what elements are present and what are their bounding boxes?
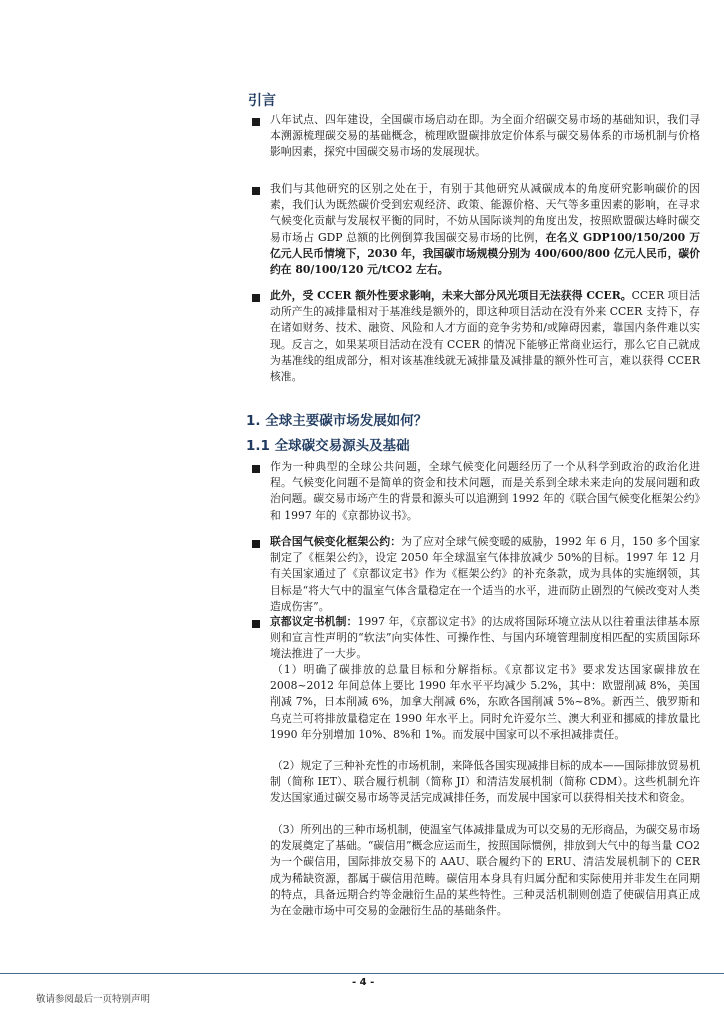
- kyoto-mechanism-label: 京都议定书机制：: [270, 615, 358, 628]
- bullet-icon: [252, 540, 260, 548]
- intro-paragraph-1: 八年试点、四年建设，全国碳市场启动在即。为全面介绍碳交易市场的基础知识，我们寻本溯源梳理碳交易的基础概念，梳理欧盟碳排放定价体系与碳交易体系的市场机制与价格影响因素，探究中国碳交易市场的发展现状。: [270, 113, 700, 159]
- intro-paragraph-2: [270, 181, 700, 278]
- bullet-icon: [252, 187, 260, 195]
- framework-convention-label: 联合国气候变化框架公约：: [270, 535, 402, 548]
- intro-heading: 引言: [248, 93, 276, 109]
- kyoto-point-2: （2）规定了三种补充性的市场机制，来降低各国实现减排目标的成本——国际排放贸易机制（简称 IET）、联合履行机制（简称 JI）和清洁发展机制（简称 CDM）。这些机制允许发达国家通过碳交易市场等灵活完成减排任务，而发展中国家可以获得相关技术和资金。: [270, 759, 700, 805]
- page-number: - 4 -: [352, 977, 375, 988]
- bullet-icon: [252, 465, 260, 473]
- section-1-1-heading: 1.1 全球碳交易源头及基础: [246, 438, 410, 454]
- section-1-heading: 1. 全球主要碳市场发展如何？: [246, 413, 428, 429]
- bullet-icon: [252, 620, 260, 628]
- intro-p2-highlight: 在名义 GDP100/150/200 万亿元人民币情境下，2030 年，我国碳市场规模分别为 400/600/800 亿元人民币，碳价约在 80/100/120 元/tCO2 左右。: [270, 230, 700, 277]
- framework-convention-text: 为了应对全球气候变暖的威胁，1992 年 6 月，150 多个国家制定了《框架公约》，设定 2050 年全球温室气体排放减少 50%的目标。1997 年 12 月有关国家通过了《京都议定书》作为《框架公约》的补充条款，成为具体的实施纲领，其目标是“将大气中的温室气体含量稳定在一个适当的水平，进而防止剧烈的气候改变对人类造成伤害”。: [270, 535, 700, 613]
- section-1-paragraph-2: [270, 534, 700, 615]
- section-1-paragraph-3: [270, 614, 700, 663]
- kyoto-point-3: （3）所列出的三种市场机制，使温室气体减排量成为可以交易的无形商品，为碳交易市场的发展奠定了基础。“碳信用”概念应运而生，按照国际惯例，排放到大气中的每当量 CO2 为一个碳信用，国际排放交易下的 AAU、联合履约下的 ERU、清洁发展机制下的 CER 成为稀缺资源，都属于碳信用范畴。碳信用本身具有归属分配和实际使用并非发生在同期的特点，具备远期合约等金融衍生品的某些特性。三种灵活机制则创造了使碳信用真正成为在金融市场中可交易的金融衍生品的基础条件。: [270, 823, 700, 918]
- disclaimer-note: 敬请参阅最后一页特别声明: [36, 994, 151, 1005]
- intro-paragraph-3: [270, 288, 700, 385]
- bullet-icon: [252, 294, 260, 302]
- intro-p3-highlight: 此外，受 CCER 额外性要求影响，未来大部分风光项目无法获得 CCER。: [270, 289, 632, 302]
- intro-p2-text: 我们与其他研究的区别之处在于，有别于其他研究从减碳成本的角度研究影响碳价的因素，我们认为既然碳价受到宏观经济、政策、能源价格、天气等多重因素的影响，在寻求气候变化贡献与发展权平衡的同时，不妨从国际谈判的角度出发，按照欧盟碳达峰时碳交易市场占 GDP 总额的比例倒算我国碳交易市场的比例，: [270, 182, 700, 244]
- kyoto-point-1: （1）明确了碳排放的总量目标和分解指标。《京都议定书》要求发达国家碳排放在 2008~2012 年间总体上要比 1990 年水平平均减少 5.2%，其中：欧盟削减 8%，美国削减 7%，日本削减 6%，加拿大削减 6%，东欧各国削减 5%~8%。新西兰、俄罗斯和乌克兰可将排放量稳定在 1990 年水平上。同时允许爱尔兰、澳大利亚和挪威的排放量比 1990 年分别增加 10%、8%和 1%。而发展中国家可以不承担减排责任。: [270, 663, 700, 741]
- kyoto-mechanism-text: 1997 年，《京都议定书》的达成将国际环境立法从以往着重法律基本原则和宣言性声明的“软法”向实体性、可操作性、与国内环境管理制度相匹配的实质国际环境法推进了一大步。: [270, 615, 701, 661]
- section-1-paragraph-1: 作为一种典型的全球公共问题，全球气候变化问题经历了一个从科学到政治的政治化进程。气候变化问题不是简单的资金和技术问题，而是关系到全球未来走向的发展问题和政治问题。碳交易市场产生的背景和源头可以追溯到 1992 年的《联合国气候变化框架公约》和 1997 年的《京都协议书》。: [270, 460, 700, 522]
- bullet-icon: [252, 118, 260, 126]
- intro-p3-text: CCER 项目活动所产生的减排量相对于基准线是额外的，即这种项目活动在没有外来 CCER 支持下，存在诸如财务、技术、融资、风险和人才方面的竞争劣势和/或障碍因素，靠国内条件难以实现。反言之，如果某项目活动在没有 CCER 的情况下能够正常商业运行，那么它自己就成为基准线的组成部分，相对该基准线就无减排量及减排量的额外性可言，难以获得 CCER 核准。: [270, 289, 700, 384]
- footer-divider: [0, 973, 724, 974]
